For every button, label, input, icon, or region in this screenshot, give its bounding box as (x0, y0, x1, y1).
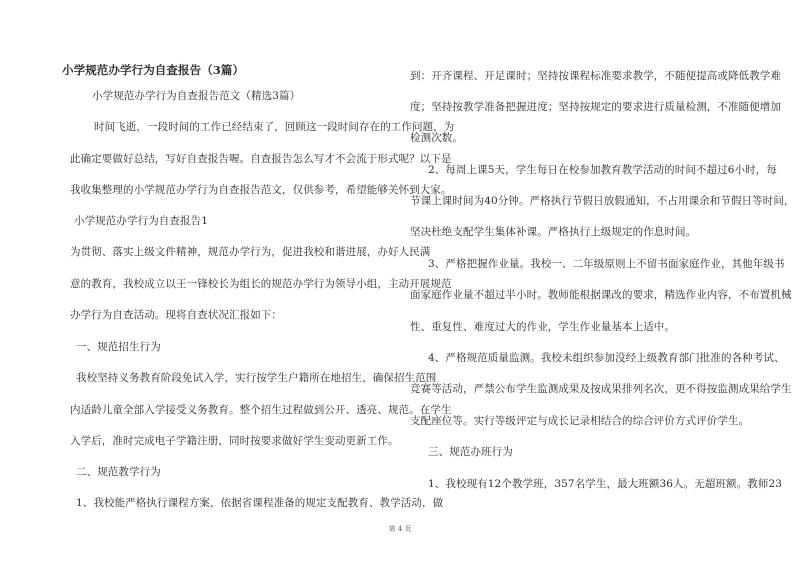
paragraph-line: 面家庭作业量不超过半小时。教师能根据课改的要求，精选作业内容，不布置机械 (410, 289, 792, 301)
paragraph-line: 节课上课时间为40分钟。严格执行节假日放假通知，不占用课余和节假日等时间， (410, 195, 795, 207)
paragraph-line: 支配座位等。实行等级评定与成长记录相结合的综合评价方式评价学生。 (410, 415, 750, 427)
paragraph-line: 性、重复性、难度过大的作业，学生作业量基本上适中。 (410, 321, 675, 333)
paragraph-line: 竞赛等活动，严禁公布学生监测成果及按成果排列名次，更不得按监测成果给学生 (410, 383, 792, 395)
section-heading: 小学规范办学行为自查报告1 (74, 215, 208, 227)
paragraph-line: 2、每周上课5天，学生每日在校参加教育教学活动的时间不超过6小时，每 (428, 164, 777, 176)
paragraph-line: 到：开齐课程、开足课时；坚持按课程标准要求教学，不随便提高或降低教学难 (410, 70, 781, 82)
paragraph-line: 度；坚持按教学准备把握进度；坚持按规定的要求进行质量检测，不准随便增加 (410, 101, 781, 113)
paragraph-line: 我收集整理的小学规范办学行为自查报告范文，仅供参考，希望能够关怀到大家。 (70, 184, 452, 196)
paragraph-line: 1、我校现有12个教学班，357名学生，最大班额36人。无超班额。教师23 (428, 478, 783, 490)
section-heading: 三、规范办班行为 (428, 446, 513, 458)
document-subtitle: 小学规范办学行为自查报告范文（精选3篇） (92, 90, 301, 102)
paragraph-line: 3、严格把握作业量。我校一、二年级原则上不留书面家庭作业，其他年级书 (428, 258, 785, 270)
paragraph-line: 入学后，准时完成电子学籍注册，同时按要求做好学生变动更新工作。 (70, 435, 399, 447)
paragraph-line: 意的教育，我校成立以王一锋校长为组长的规范办学行为领导小组，主动开展规范 (70, 278, 452, 290)
paragraph-line: 内适龄儿童全部入学接受义务教育。整个招生过程做到公开、透亮、规范。在学生 (70, 404, 452, 416)
paragraph-line: 办学行为自查活动。现将自查状况汇报如下： (70, 309, 282, 321)
paragraph-line: 检测次数。 (410, 132, 463, 144)
paragraph-line: 1、我校能严格执行课程方案，依据省课程准备的规定支配教育、教学活动，做 (76, 497, 444, 509)
section-heading: 二、规范教学行为 (76, 466, 161, 478)
paragraph-line: 我校坚持义务教育阶段免试入学，实行按学生户籍所在地招生，确保招生范围 (76, 372, 437, 384)
document-title: 小学规范办学行为自查报告（3篇） (62, 63, 245, 77)
section-heading: 一、规范招生行为 (76, 341, 161, 353)
paragraph-line: 时间飞逝，一段时间的工作已经结束了，回顾这一段时间存在的工作问题，为 (94, 121, 455, 133)
paragraph-line: 4、严格规范质量监测。我校未组织参加没经上级教育部门批准的各种考试、 (428, 352, 785, 364)
page-number: 第 4 页 (388, 525, 412, 533)
paragraph-line: 坚决杜绝支配学生集体补课。严格执行上级规定的作息时间。 (410, 226, 697, 238)
paragraph-line: 为贯彻、落实上级文件精神，规范办学行为，促进我校和谐进展，办好人民满 (70, 246, 431, 258)
paragraph-line: 此确定要做好总结，写好自查报告喔。自查报告怎么写才不会流于形式呢？以下是 (70, 153, 452, 165)
